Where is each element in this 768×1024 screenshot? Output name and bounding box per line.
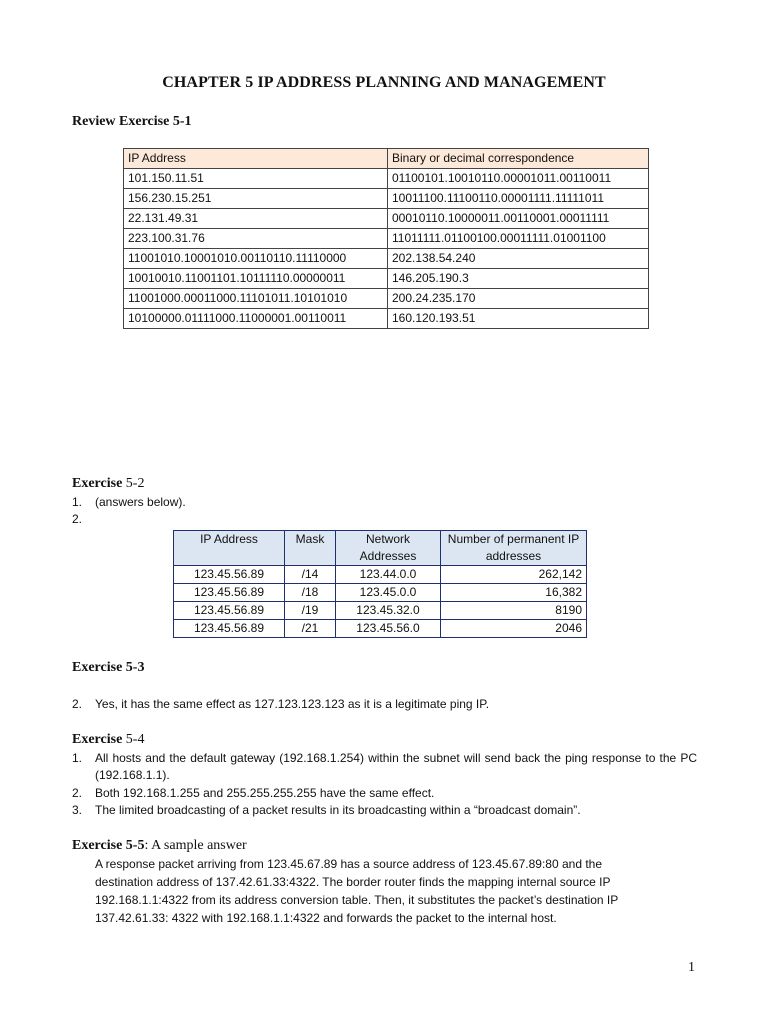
cell-ip: 10010010.11001101.10111110.00000011 (124, 269, 388, 289)
cell-ip: 10100000.01111000.11000001.00110011 (124, 309, 388, 329)
list-item-text: Yes, it has the same effect as 127.123.123.123 as it is a legitimate ping IP. (95, 697, 490, 711)
heading-rest: 5-4 (122, 732, 145, 747)
exercise-5-5-heading (72, 838, 247, 854)
table-row (174, 584, 587, 602)
cell-ip: 123.45.56.89 (174, 584, 285, 602)
table-header-row (174, 531, 587, 566)
cell-ip: 123.45.56.89 (174, 566, 285, 584)
table-row (124, 209, 649, 229)
cell-correspondence: 01100101.10010110.00001011.00110011 (388, 169, 649, 189)
cell-count: 8190 (441, 602, 587, 620)
cell-network: 123.44.0.0 (336, 566, 441, 584)
cell-mask: /21 (285, 620, 336, 638)
header-ip-address: IP Address (124, 149, 388, 169)
table-row (124, 229, 649, 249)
header-ip-address: IP Address (174, 531, 285, 566)
ip-conversion-table (123, 148, 649, 329)
cell-ip: 123.45.56.89 (174, 620, 285, 638)
exercise-5-2-heading (72, 476, 144, 492)
list-item-text: The limited broadcasting of a packet results in its broadcasting within a “broadcast domain”. (95, 803, 581, 817)
list-number: 3. (72, 803, 83, 817)
heading-rest: : A sample answer (144, 838, 247, 853)
cell-ip: 22.131.49.31 (124, 209, 388, 229)
cell-correspondence: 11011111.01100100.00011111.01001100 (388, 229, 649, 249)
table-row (124, 249, 649, 269)
subnet-table (173, 530, 587, 638)
cell-ip: 156.230.15.251 (124, 189, 388, 209)
cell-correspondence: 00010110.10000011.00110001.00011111 (388, 209, 649, 229)
table-row (124, 289, 649, 309)
exercise-5-4-heading (72, 732, 144, 748)
list-number: 2. (72, 697, 83, 711)
answer-line: 192.168.1.1:4322 from its address conversion table. Then, it substitutes the packet’s destination IP (95, 893, 619, 907)
review-exercise-heading (72, 114, 191, 130)
cell-network: 123.45.56.0 (336, 620, 441, 638)
cell-ip: 11001000.00011000.11101011.10101010 (124, 289, 388, 309)
cell-mask: /14 (285, 566, 336, 584)
header-correspondence: Binary or decimal correspondence (388, 149, 649, 169)
answer-line: destination address of 137.42.61.33:4322. The border router finds the mapping internal source IP (95, 875, 611, 889)
exercise-5-3-heading (72, 660, 144, 676)
cell-correspondence: 10011100.11100110.00001111.11111011 (388, 189, 649, 209)
answer-line: A response packet arriving from 123.45.67.89 has a source address of 123.45.67.89:80 and the (95, 857, 603, 871)
cell-ip: 223.100.31.76 (124, 229, 388, 249)
heading-rest: 5-2 (122, 476, 145, 491)
cell-correspondence: 200.24.235.170 (388, 289, 649, 309)
header-network-addresses: Network Addresses (336, 531, 441, 566)
cell-count: 16,382 (441, 584, 587, 602)
heading-bold: Exercise 5-5 (72, 838, 145, 853)
cell-network: 123.45.32.0 (336, 602, 441, 620)
cell-correspondence: 146.205.190.3 (388, 269, 649, 289)
list-item-text: Both 192.168.1.255 and 255.255.255.255 have the same effect. (95, 786, 435, 800)
table-row (174, 620, 587, 638)
heading-bold: Exercise (72, 476, 123, 491)
cell-ip: 11001010.10001010.00110110.11110000 (124, 249, 388, 269)
table-row (124, 269, 649, 289)
cell-ip: 101.150.11.51 (124, 169, 388, 189)
table-row (124, 309, 649, 329)
heading-bold: Exercise 5-3 (72, 660, 145, 675)
header-number-of-addresses: Number of permanent IP addresses (441, 531, 587, 566)
list-item-text: All hosts and the default gateway (192.168.1.254) within the subnet will send back the ping response to the PC (192.168.1.1). (95, 751, 697, 782)
table-row (124, 169, 649, 189)
table-row (124, 189, 649, 209)
cell-count: 2046 (441, 620, 587, 638)
cell-correspondence: 202.138.54.240 (388, 249, 649, 269)
review-heading-text: Review Exercise 5-1 (72, 114, 192, 129)
heading-bold: Exercise (72, 732, 123, 747)
header-mask: Mask (285, 531, 336, 566)
list-item-text: (answers below). (95, 495, 186, 509)
page-number: 1 (688, 960, 695, 975)
list-number: 1. (72, 495, 83, 509)
cell-correspondence: 160.120.193.51 (388, 309, 649, 329)
list-number: 2. (72, 786, 83, 800)
list-number: 1. (72, 751, 83, 765)
table-header-row (124, 149, 649, 169)
cell-count: 262,142 (441, 566, 587, 584)
table-row (174, 602, 587, 620)
cell-network: 123.45.0.0 (336, 584, 441, 602)
page-title: CHAPTER 5 IP ADDRESS PLANNING AND MANAGEMENT (162, 74, 606, 91)
cell-mask: /18 (285, 584, 336, 602)
answer-line: 137.42.61.33: 4322 with 192.168.1.1:4322 and forwards the packet to the internal host. (95, 911, 557, 925)
cell-mask: /19 (285, 602, 336, 620)
cell-ip: 123.45.56.89 (174, 602, 285, 620)
list-number: 2. (72, 512, 83, 526)
table-row (174, 566, 587, 584)
